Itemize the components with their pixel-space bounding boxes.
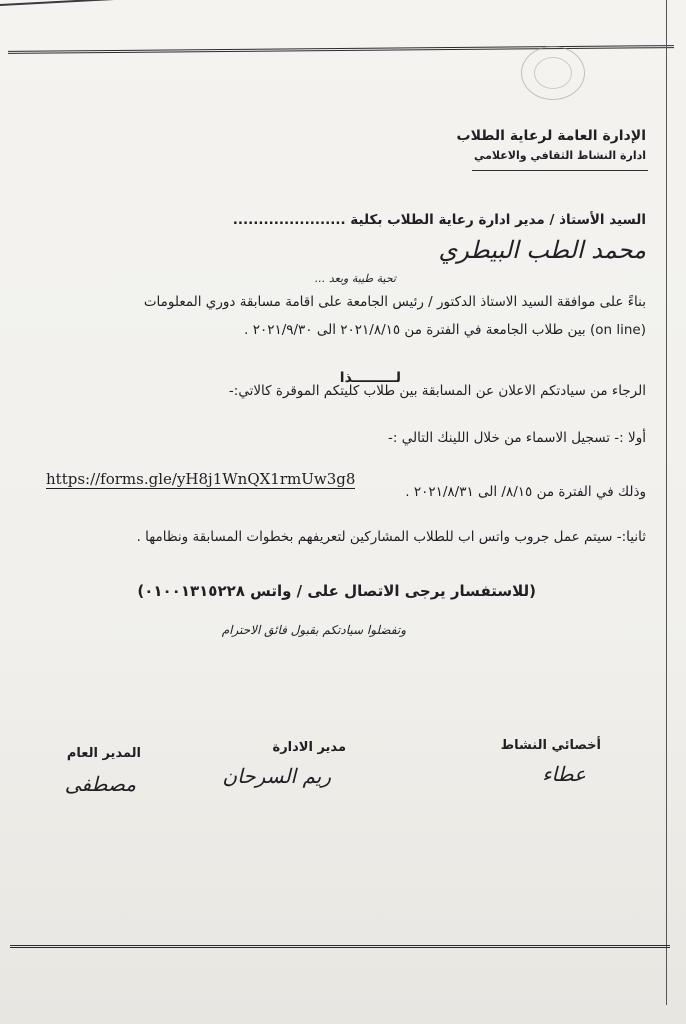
signature-general-director: مصطفى <box>64 772 136 796</box>
header-subdepartment: ادارة النشاط الثقافي والاعلامي <box>473 149 646 162</box>
registration-link[interactable]: https://forms.gle/yH8j1WnQX1rmUw3g8 <box>46 470 356 488</box>
header-underline <box>472 170 648 171</box>
bottom-border <box>10 945 670 948</box>
signature-title-general-director: المدير العام <box>66 746 141 761</box>
signature-department-director: ريم السرحان <box>222 764 331 788</box>
signature-activity-specialist: عطاء <box>542 762 586 786</box>
body-therefore: لـــــــــذا <box>339 370 401 386</box>
closing-line: وتفضلوا سيادتكم بقبول فائق الاحترام <box>221 623 406 637</box>
addressee-handwritten-name: محمد الطب البيطري <box>438 236 646 264</box>
top-edge-line <box>0 0 685 6</box>
logo-inner-ring <box>534 57 572 89</box>
signature-title-department-director: مدير الادارة <box>272 740 346 755</box>
body-paragraph-2-line-1: الرجاء من سيادتكم الاعلان عن المسابقة بين طلاب كليتكم الموقرة كالاتي:- <box>228 383 646 399</box>
body-paragraph-1-line-2: (on line) بين طلاب الجامعة في الفترة من ٢٠٢١/٨/١٥ الى ٢٠٢١/٩/٣٠ . <box>244 322 646 338</box>
university-logo <box>521 46 585 100</box>
greeting: تحية طيبة وبعد ... <box>314 272 396 285</box>
body-paragraph-3-line-1: وذلك في الفترة من ٨/١٥/ الى ٢٠٢١/٨/٣١ . <box>405 484 646 500</box>
body-paragraph-1-line-1: بناءً على موافقة السيد الاستاذ الدكتور / رئيس الجامعة على اقامة مسابقة دوري المعلومات <box>143 294 646 310</box>
signature-title-activity-specialist: أخصائي النشاط <box>500 738 601 753</box>
body-paragraph-3-line-2: ثانيا:- سيتم عمل جروب واتس اب للطلاب المشاركين لتعريفهم بخطوات المسابقة ونظامها . <box>136 529 646 545</box>
inquiry-contact: (للاستفسار يرجى الاتصال على / واتس ٠١٠٠١٣١٥٢٢٨) <box>137 582 536 600</box>
addressee-line: السيد الأستاذ / مدير ادارة رعاية الطلاب بكلية ...................... <box>232 212 646 228</box>
header-department: الإدارة العامة لرعاية الطلاب <box>456 128 646 144</box>
body-paragraph-2-line-2: أولا :- تسجيل الاسماء من خلال اللينك التالي :- <box>388 430 646 446</box>
right-border <box>666 0 667 1005</box>
